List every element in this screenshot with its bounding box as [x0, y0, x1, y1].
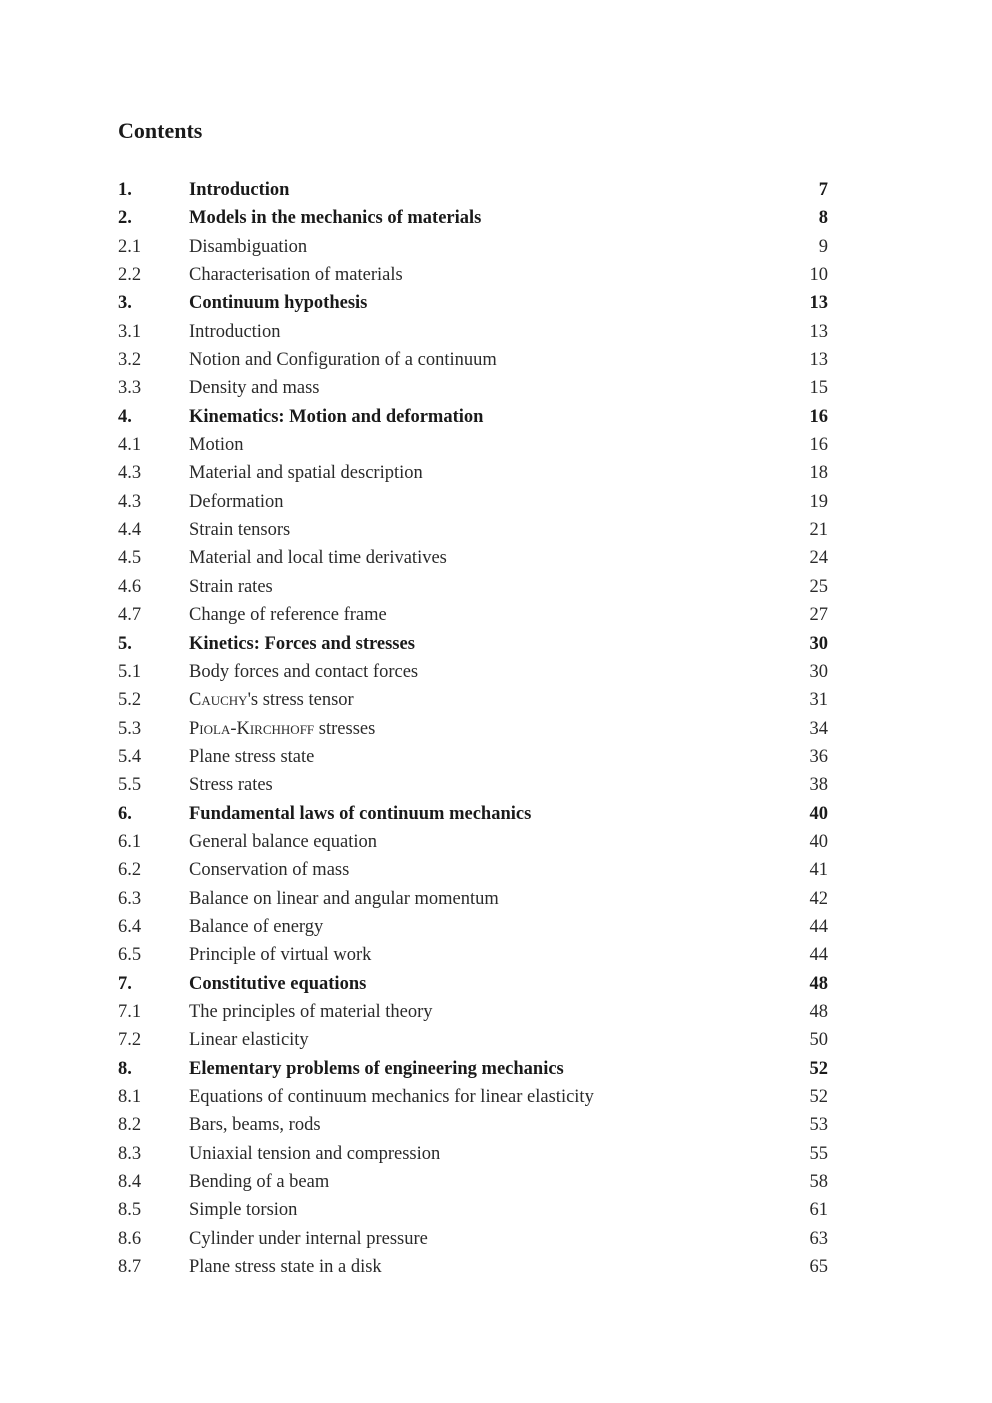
toc-entry-title: Simple torsion: [189, 1200, 298, 1221]
toc-entry-title: Body forces and contact forces: [189, 661, 419, 682]
toc-section-entry[interactable]: [118, 374, 828, 402]
toc-section-entry[interactable]: [118, 261, 828, 289]
toc-chapter-entry[interactable]: [118, 289, 828, 317]
toc-entry-page-number: 48: [809, 1001, 828, 1022]
toc-entry-number: 4.6: [118, 576, 142, 597]
toc-section-entry[interactable]: [118, 658, 828, 686]
toc-entry-page-number: 41: [809, 860, 828, 881]
toc-section-entry[interactable]: [118, 459, 828, 487]
toc-entry-number: 5.2: [118, 690, 142, 711]
toc-chapter-entry[interactable]: [118, 970, 828, 998]
toc-entry-page-number: 16: [809, 435, 828, 456]
toc-entry-page-number: 58: [809, 1172, 828, 1193]
toc-entry-title-rest: 's stress tensor: [247, 690, 354, 711]
toc-entry-page-number: 36: [809, 746, 828, 767]
toc-entry-title: Kinetics: Forces and stresses: [189, 633, 415, 654]
toc-entry-title: Balance of energy: [189, 916, 324, 937]
toc-entry-page-number: 42: [809, 888, 828, 909]
toc-entry-page-number: 25: [809, 576, 828, 597]
toc-entry-number: 8.1: [118, 1087, 142, 1107]
toc-entry-title: Kinematics: Motion and deformation: [189, 406, 484, 427]
toc-entry-number: 7.: [118, 973, 132, 994]
toc-entry-title: Material and spatial description: [189, 463, 423, 484]
toc-entry-page-number: 38: [809, 775, 828, 796]
toc-entry-page-number: 52: [809, 1058, 828, 1079]
toc-entry-title: Bars, beams, rods: [189, 1115, 321, 1136]
toc-entry-title: Fundamental laws of continuum mechanics: [189, 803, 532, 824]
toc-entry-number: 4.5: [118, 548, 142, 569]
toc-entry-page-number: 52: [809, 1087, 828, 1107]
toc-section-entry[interactable]: [118, 856, 828, 884]
toc-entry-page-number: 9: [818, 236, 828, 257]
toc-section-entry[interactable]: [118, 233, 828, 261]
toc-section-entry[interactable]: [118, 601, 828, 629]
toc-entry-title: Principle of virtual work: [189, 945, 372, 966]
toc-section-entry[interactable]: [118, 516, 828, 544]
toc-entry-number: 3.: [118, 293, 132, 314]
toc-entry-title: Models in the mechanics of materials: [189, 208, 482, 229]
toc-entry-page-number: 15: [809, 378, 828, 399]
toc-entry-number: 8.5: [118, 1200, 142, 1221]
toc-entry-page-number: 63: [809, 1228, 828, 1249]
toc-section-entry[interactable]: [118, 346, 828, 374]
toc-entry-page-number: 13: [809, 350, 828, 371]
toc-chapter-entry[interactable]: [118, 176, 828, 204]
toc-entry-number: 4.7: [118, 605, 142, 626]
toc-entry-number: 7.1: [118, 1001, 142, 1022]
toc-entry-page-number: 19: [809, 491, 828, 512]
toc-section-entry[interactable]: [118, 573, 828, 601]
toc-entry-page-number: 30: [809, 661, 828, 682]
toc-section-entry[interactable]: [118, 431, 828, 459]
toc-entry-page-number: 7: [818, 180, 828, 200]
toc-entry-number: 8.: [118, 1058, 132, 1079]
toc-entry-page-number: 44: [809, 916, 828, 937]
table-of-contents: [118, 176, 828, 1281]
toc-entry-number: 6.1: [118, 831, 142, 852]
toc-entry-title: [189, 715, 375, 743]
toc-entry-number: 4.: [118, 406, 132, 427]
toc-section-entry[interactable]: [118, 743, 828, 771]
toc-entry-title: Disambiguation: [189, 236, 308, 257]
toc-entry-title: Strain rates: [189, 576, 273, 597]
toc-section-entry[interactable]: [118, 1026, 828, 1054]
toc-section-entry[interactable]: [118, 715, 828, 743]
toc-section-entry[interactable]: [118, 488, 828, 516]
toc-section-entry[interactable]: [118, 1196, 828, 1224]
toc-entry-number: 6.4: [118, 916, 142, 937]
toc-entry-title: Constitutive equations: [189, 973, 367, 994]
toc-entry-number: 5.4: [118, 746, 142, 767]
toc-section-entry[interactable]: [118, 998, 828, 1026]
toc-entry-number: 1.: [118, 180, 132, 200]
toc-entry-page-number: 18: [809, 463, 828, 484]
toc-entry-title-rest: stresses: [314, 718, 376, 739]
toc-entry-title: Plane stress state: [189, 746, 315, 767]
toc-entry-number: 2.: [118, 208, 132, 229]
toc-entry-page-number: 13: [809, 293, 828, 314]
toc-entry-title: Equations of continuum mechanics for linear elasticity: [189, 1087, 594, 1107]
toc-entry-page-number: 40: [809, 831, 828, 852]
toc-entry-title: Introduction: [189, 321, 281, 342]
toc-entry-page-number: 31: [809, 690, 828, 711]
toc-entry-number: 8.6: [118, 1228, 142, 1249]
toc-entry-title: Material and local time derivatives: [189, 548, 447, 569]
toc-entry-page-number: 16: [809, 406, 828, 427]
toc-entry-title: Density and mass: [189, 378, 320, 399]
toc-entry-number: 5.: [118, 633, 132, 654]
toc-entry-title: Notion and Configuration of a continuum: [189, 350, 497, 371]
toc-entry-title: [189, 686, 354, 714]
toc-entry-number: 3.2: [118, 350, 142, 371]
toc-entry-page-number: 24: [809, 548, 828, 569]
toc-entry-number: 6.2: [118, 860, 142, 881]
toc-entry-number: 8.2: [118, 1115, 142, 1136]
toc-entry-title: Conservation of mass: [189, 860, 350, 881]
toc-entry-page-number: 48: [809, 973, 828, 994]
toc-chapter-entry[interactable]: [118, 204, 828, 232]
toc-entry-title: Elementary problems of engineering mechanics: [189, 1058, 564, 1079]
toc-entry-title: Stress rates: [189, 775, 273, 796]
toc-section-entry[interactable]: [118, 885, 828, 913]
toc-entry-number: 7.2: [118, 1030, 142, 1051]
toc-entry-number: 2.1: [118, 236, 142, 257]
toc-entry-number: 3.1: [118, 321, 142, 342]
page-title: Contents: [118, 118, 203, 143]
toc-entry-title: Uniaxial tension and compression: [189, 1143, 441, 1164]
toc-section-entry[interactable]: [118, 828, 828, 856]
toc-chapter-entry[interactable]: [118, 800, 828, 828]
toc-entry-page-number: 30: [809, 633, 828, 654]
toc-entry-page-number: 21: [809, 520, 828, 541]
toc-entry-number: 6.3: [118, 888, 142, 909]
toc-entry-page-number: 34: [809, 718, 828, 739]
toc-section-entry[interactable]: [118, 544, 828, 572]
toc-entry-number: 8.3: [118, 1143, 142, 1164]
toc-entry-title: Characterisation of materials: [189, 265, 403, 286]
toc-entry-number: 5.1: [118, 661, 142, 682]
toc-entry-page-number: 10: [809, 265, 828, 286]
toc-section-entry[interactable]: [118, 913, 828, 941]
toc-entry-title: Change of reference frame: [189, 605, 387, 626]
toc-entry-title: Plane stress state in a disk: [189, 1257, 382, 1278]
toc-entry-number: 4.3: [118, 491, 142, 512]
toc-entry-number: 4.1: [118, 435, 142, 456]
toc-entry-number: 6.: [118, 803, 132, 824]
toc-entry-page-number: 61: [809, 1200, 828, 1221]
toc-section-entry[interactable]: [118, 1083, 828, 1111]
toc-entry-page-number: 53: [809, 1115, 828, 1136]
toc-entry-page-number: 27: [809, 605, 828, 626]
toc-entry-title: Motion: [189, 435, 244, 456]
toc-entry-number: 4.3: [118, 463, 142, 484]
toc-chapter-entry[interactable]: [118, 1055, 828, 1083]
toc-entry-title: Continuum hypothesis: [189, 293, 368, 314]
toc-entry-title: Strain tensors: [189, 520, 291, 541]
toc-entry-page-number: 50: [809, 1030, 828, 1051]
toc-entry-number: 4.4: [118, 520, 142, 541]
toc-entry-title: Bending of a beam: [189, 1172, 330, 1193]
toc-entry-title: Balance on linear and angular momentum: [189, 888, 499, 909]
toc-entry-page-number: 13: [809, 321, 828, 342]
toc-entry-number: 3.3: [118, 378, 142, 399]
toc-section-entry[interactable]: [118, 686, 828, 714]
toc-entry-title-smallcaps: Piola-Kirchhoff: [189, 718, 315, 739]
toc-entry-number: 6.5: [118, 945, 142, 966]
toc-section-entry[interactable]: [118, 1253, 828, 1281]
toc-entry-number: 8.7: [118, 1257, 142, 1278]
toc-section-entry[interactable]: [118, 941, 828, 969]
toc-entry-number: 2.2: [118, 265, 142, 286]
toc-entry-number: 5.5: [118, 775, 142, 796]
toc-section-entry[interactable]: [118, 1111, 828, 1139]
toc-entry-number: 5.3: [118, 718, 142, 739]
toc-section-entry[interactable]: [118, 1168, 828, 1196]
toc-chapter-entry[interactable]: [118, 630, 828, 658]
toc-entry-title: Linear elasticity: [189, 1030, 309, 1051]
toc-entry-title-smallcaps: Cauchy: [189, 690, 248, 711]
toc-entry-page-number: 44: [809, 945, 828, 966]
toc-entry-page-number: 40: [809, 803, 828, 824]
toc-entry-number: 8.4: [118, 1172, 142, 1193]
toc-entry-title: The principles of material theory: [189, 1001, 433, 1022]
toc-section-entry[interactable]: [118, 318, 828, 346]
toc-chapter-entry[interactable]: [118, 403, 828, 431]
toc-entry-title: Deformation: [189, 491, 284, 512]
toc-section-entry[interactable]: [118, 771, 828, 799]
toc-entry-title: Introduction: [189, 180, 290, 200]
toc-section-entry[interactable]: [118, 1140, 828, 1168]
toc-entry-title: Cylinder under internal pressure: [189, 1228, 428, 1249]
toc-entry-page-number: 55: [809, 1143, 828, 1164]
toc-entry-page-number: 65: [809, 1257, 828, 1278]
toc-section-entry[interactable]: [118, 1225, 828, 1253]
toc-entry-page-number: 8: [818, 208, 828, 229]
toc-entry-title: General balance equation: [189, 831, 377, 852]
